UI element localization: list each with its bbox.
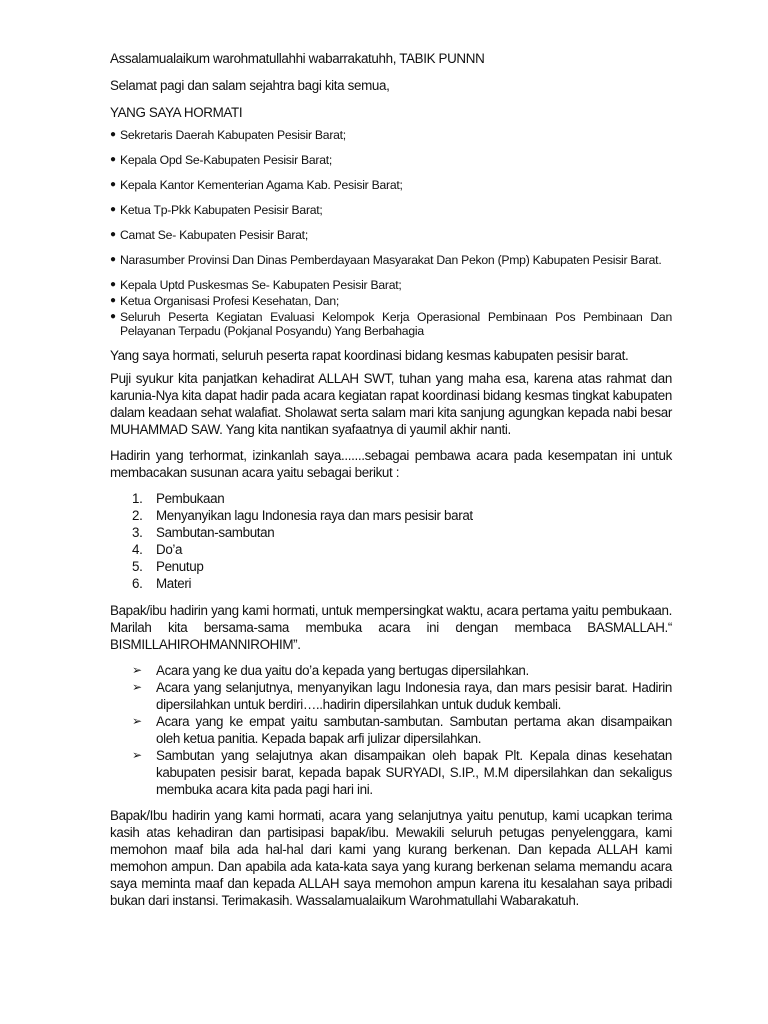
bullet-icon: ● xyxy=(110,229,116,241)
arrow-bullet-icon: ➢ xyxy=(132,662,142,677)
arrow-bullet-icon: ➢ xyxy=(132,747,142,762)
agenda-item xyxy=(110,490,672,507)
honoree-text: Ketua Organisasi Profesi Kesehatan, Dan; xyxy=(120,293,339,308)
agenda-number: 5. xyxy=(132,558,143,574)
list-item xyxy=(110,713,672,747)
bullet-icon: ● xyxy=(110,278,116,290)
honoree-text: Kepala Opd Se-Kabupaten Pesisir Barat; xyxy=(120,153,333,168)
list-item xyxy=(110,310,672,339)
respect-paragraph: Yang saya hormati, seluruh peserta rapat koordinasi bidang kesmas kabupaten pesisir barat. xyxy=(110,347,629,363)
bullet-icon: ● xyxy=(110,129,116,140)
document-page xyxy=(110,50,672,909)
opening-paragraph: Bapak/ibu hadirin yang kami hormati, untuk mempersingkat waktu, acara pertama yaitu pembukaan. Marilah kita bersama-sama membuka acara ini dengan membaca BASMALLAH.“ BISMILLAHIROHMANNIROHIM”. xyxy=(110,602,672,652)
agenda-text: Sambutan-sambutan xyxy=(156,524,275,540)
step-text: Acara yang ke dua yaitu do’a kepada yang bertugas dipersilahkan. xyxy=(156,662,529,678)
agenda-item xyxy=(110,507,672,524)
list-item xyxy=(110,153,672,168)
bullet-icon: ● xyxy=(110,254,116,266)
agenda-text: Penutup xyxy=(156,558,204,574)
agenda-item xyxy=(110,558,672,575)
list-item xyxy=(110,203,672,218)
honoree-text: Narasumber Provinsi Dan Dinas Pemberdayaan Masyarakat Dan Pekon (Pmp) Kabupaten Pesisir Barat. xyxy=(120,253,662,268)
list-item xyxy=(110,662,672,679)
salutation: Selamat pagi dan salam sejahtra bagi kita semua, xyxy=(110,78,390,93)
bullet-icon: ● xyxy=(110,179,116,191)
list-item xyxy=(110,294,672,309)
agenda-number: 6. xyxy=(132,575,143,591)
list-item xyxy=(110,178,672,193)
step-text: Acara yang selanjutnya, menyanyikan lagu Indonesia raya, dan mars pesisir barat. Hadirin dipersilahkan untuk berdiri…..hadirin dipersilahkan untuk duduk kembali. xyxy=(156,679,672,712)
list-item xyxy=(110,253,672,268)
honoree-text: Camat Se- Kabupaten Pesisir Barat; xyxy=(120,228,308,243)
honoree-text: Seluruh Peserta Kegiatan Evaluasi Kelompok Kerja Operasional Pembinaan Pos Pembinaan Dan Pelayanan Terpadu (Pokjanal Posyandu) Yang Berbahagia xyxy=(120,309,672,339)
opening-greeting: Assalamualaikum warohmatullahhi wabarrakatuhh, TABIK PUNNN xyxy=(110,51,485,66)
agenda-text: Menyanyikan lagu Indonesia raya dan mars pesisir barat xyxy=(156,507,473,523)
honorees-list-continued xyxy=(110,278,672,339)
agenda-number: 4. xyxy=(132,541,143,557)
list-item xyxy=(110,128,672,143)
program-steps-list xyxy=(110,662,672,798)
agenda-text: Pembukaan xyxy=(156,490,225,506)
bullet-icon: ● xyxy=(110,154,116,166)
honoree-text: Kepala Uptd Puskesmas Se- Kabupaten Pesisir Barat; xyxy=(120,277,402,292)
list-item xyxy=(110,278,672,293)
list-item xyxy=(110,228,672,243)
bullet-icon: ● xyxy=(110,294,116,306)
honoree-text: Kepala Kantor Kementerian Agama Kab. Pesisir Barat; xyxy=(120,178,403,193)
arrow-bullet-icon: ➢ xyxy=(132,679,142,694)
bullet-icon: ● xyxy=(110,204,116,216)
step-text: Acara yang ke empat yaitu sambutan-sambutan. Sambutan pertama akan disampaikan oleh ketua panitia. Kepada bapak arfi julizar dipersilahkan. xyxy=(156,713,672,746)
agenda-intro-paragraph: Hadirin yang terhormat, izinkanlah saya.......sebagai pembawa acara pada kesempatan ini untuk membacakan susunan acara yaitu sebagai berikut : xyxy=(110,447,672,480)
agenda-item xyxy=(110,575,672,592)
agenda-item xyxy=(110,524,672,541)
honorees-list xyxy=(110,128,672,268)
step-text: Sambutan yang selajutnya akan disampaikan oleh bapak Plt. Kepala dinas kesehatan kabupaten pesisir barat, kepada bapak SURYADI, S.IP., M.M dipersilahkan dan sekaligus membuka acara kita pada pagi hari ini. xyxy=(156,747,672,797)
list-item xyxy=(110,747,672,798)
honorees-heading: YANG SAYA HORMATI xyxy=(110,105,243,120)
arrow-bullet-icon: ➢ xyxy=(132,713,142,728)
honoree-text: Sekretaris Daerah Kabupaten Pesisir Barat; xyxy=(120,128,346,142)
agenda-item xyxy=(110,541,672,558)
agenda-number: 3. xyxy=(132,524,143,540)
agenda-list xyxy=(110,490,672,592)
gratitude-paragraph: Puji syukur kita panjatkan kehadirat ALLAH SWT, tuhan yang maha esa, karena atas rahmat dan karunia-Nya kita dapat hadir pada acara kegiatan rapat koordinasi bidang kesmas tingkat kabupaten dalam keadaan sehat walafiat. Sholawat serta salam mari kita sanjung agungkan kepada nabi besar MUHAMMAD SAW. Yang kita nantikan syafaatnya di yaumil akhir nanti. xyxy=(110,370,672,437)
closing-paragraph: Bapak/Ibu hadirin yang kami hormati, acara yang selanjutnya yaitu penutup, kami ucapkan terima kasih atas kehadiran dan partisipasi bapak/ibu. Mewakili seluruh petugas penyelenggara, kami memohon maaf bila ada hal-hal dari kami yang kurang berkenan. Dan kepada ALLAH kami memohon ampun. Dan apabila ada kata-kata saya yang kurang berkenan selama memandu acara saya meminta maaf dan kepada ALLAH saya memohon ampun karena itu kesalahan saya pribadi bukan dari instansi. Terimakasih. Wassalamualaikum Warohmatullahi Wabarakatuh. xyxy=(110,807,672,908)
honoree-text: Ketua Tp-Pkk Kabupaten Pesisir Barat; xyxy=(120,203,323,218)
bullet-icon: ● xyxy=(110,310,116,322)
agenda-number: 1. xyxy=(132,490,143,506)
agenda-number: 2. xyxy=(132,507,143,523)
agenda-text: Materi xyxy=(156,575,192,591)
list-item xyxy=(110,679,672,713)
agenda-text: Do’a xyxy=(156,541,183,557)
